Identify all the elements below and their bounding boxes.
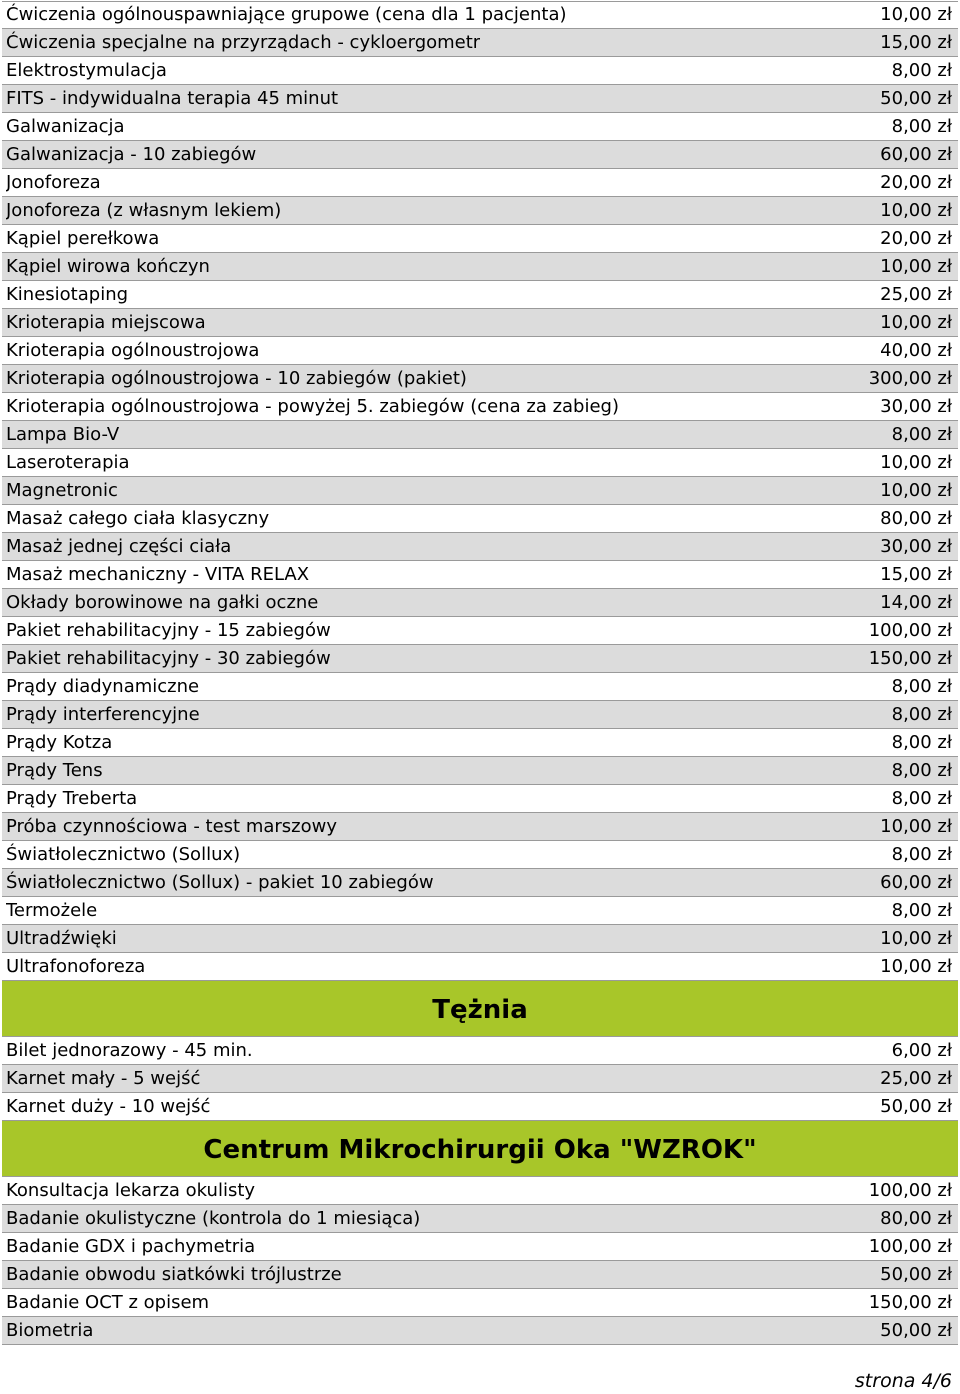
service-name: Pakiet rehabilitacyjny - 15 zabiegów (6, 619, 331, 641)
price-row (2, 897, 958, 925)
price-row (2, 169, 958, 197)
price-row (2, 477, 958, 505)
service-price: 50,00 zł (880, 1263, 952, 1285)
service-name: Galwanizacja (6, 115, 125, 137)
service-price: 100,00 zł (868, 619, 952, 641)
service-name: Prądy Kotza (6, 731, 113, 753)
service-name: Biometria (6, 1319, 94, 1341)
service-name: Magnetronic (6, 479, 118, 501)
service-name: Krioterapia ogólnoustrojowa - 10 zabiegów (pakiet) (6, 367, 467, 389)
service-price: 10,00 zł (880, 311, 952, 333)
service-price: 30,00 zł (880, 395, 952, 417)
service-price: 100,00 zł (868, 1235, 952, 1257)
service-name: Kąpiel wirowa kończyn (6, 255, 210, 277)
service-price: 8,00 zł (891, 703, 952, 725)
service-price: 8,00 zł (891, 423, 952, 445)
price-row (2, 757, 958, 785)
service-name: Elektrostymulacja (6, 59, 167, 81)
price-row (2, 645, 958, 673)
service-price: 14,00 zł (880, 591, 952, 613)
price-row (2, 141, 958, 169)
service-name: Ultrafonoforeza (6, 955, 146, 977)
service-name: Prądy interferencyjne (6, 703, 200, 725)
service-price: 80,00 zł (880, 507, 952, 529)
price-row (2, 701, 958, 729)
service-price: 50,00 zł (880, 1319, 952, 1341)
service-price: 10,00 zł (880, 955, 952, 977)
price-row (2, 589, 958, 617)
service-name: Karnet duży - 10 wejść (6, 1095, 211, 1117)
price-row (2, 253, 958, 281)
service-price: 15,00 zł (880, 563, 952, 585)
service-name: Lampa Bio-V (6, 423, 120, 445)
service-price: 25,00 zł (880, 1067, 952, 1089)
service-name: Badanie obwodu siatkówki trójlustrze (6, 1263, 342, 1285)
service-price: 10,00 zł (880, 927, 952, 949)
service-price: 10,00 zł (880, 255, 952, 277)
service-price: 25,00 zł (880, 283, 952, 305)
service-name: Badanie OCT z opisem (6, 1291, 210, 1313)
service-name: Światłolecznictwo (Sollux) - pakiet 10 zabiegów (6, 871, 434, 893)
service-name: Ultradźwięki (6, 927, 117, 949)
price-row (2, 673, 958, 701)
service-price: 60,00 zł (880, 143, 952, 165)
service-name: Karnet mały - 5 wejść (6, 1067, 201, 1089)
service-price: 10,00 zł (880, 479, 952, 501)
service-name: Prądy Tens (6, 759, 103, 781)
price-row (2, 309, 958, 337)
service-name: Masaż całego ciała klasyczny (6, 507, 270, 529)
price-row (2, 953, 958, 981)
service-name: Pakiet rehabilitacyjny - 30 zabiegów (6, 647, 331, 669)
service-price: 50,00 zł (880, 1095, 952, 1117)
price-row (2, 1205, 958, 1233)
service-name: Próba czynnościowa - test marszowy (6, 815, 338, 837)
service-price: 150,00 zł (868, 1291, 952, 1313)
service-price: 8,00 zł (891, 59, 952, 81)
service-price: 8,00 zł (891, 731, 952, 753)
service-price: 50,00 zł (880, 87, 952, 109)
service-price: 8,00 zł (891, 759, 952, 781)
service-name: Termożele (6, 899, 98, 921)
service-price: 10,00 zł (880, 199, 952, 221)
service-name: Badanie GDX i pachymetria (6, 1235, 256, 1257)
service-price: 60,00 zł (880, 871, 952, 893)
price-row (2, 225, 958, 253)
price-row (2, 533, 958, 561)
service-price: 10,00 zł (880, 451, 952, 473)
price-row (2, 57, 958, 85)
price-row (2, 1, 958, 29)
service-name: Prądy Treberta (6, 787, 138, 809)
service-name: Masaż jednej części ciała (6, 535, 232, 557)
price-row (2, 561, 958, 589)
service-name: Kąpiel perełkowa (6, 227, 160, 249)
service-name: Badanie okulistyczne (kontrola do 1 miesiąca) (6, 1207, 421, 1229)
price-row (2, 925, 958, 953)
price-row (2, 449, 958, 477)
service-price: 100,00 zł (868, 1179, 952, 1201)
service-name: Krioterapia miejscowa (6, 311, 206, 333)
price-row (2, 1177, 958, 1205)
service-price: 15,00 zł (880, 31, 952, 53)
price-row (2, 281, 958, 309)
service-price: 150,00 zł (868, 647, 952, 669)
price-row (2, 113, 958, 141)
service-price: 20,00 zł (880, 227, 952, 249)
price-row (2, 505, 958, 533)
service-price: 40,00 zł (880, 339, 952, 361)
price-row (2, 29, 958, 57)
service-name: Bilet jednorazowy - 45 min. (6, 1039, 253, 1061)
price-row (2, 85, 958, 113)
service-name: Konsultacja lekarza okulisty (6, 1179, 256, 1201)
price-row (2, 841, 958, 869)
service-name: Jonoforeza (6, 171, 101, 193)
price-row (2, 1317, 958, 1345)
service-price: 8,00 zł (891, 899, 952, 921)
price-row (2, 1065, 958, 1093)
page-number: strona 4/6 (854, 1370, 952, 1392)
service-name: FITS - indywidualna terapia 45 minut (6, 87, 339, 109)
price-row (2, 869, 958, 897)
service-name: Masaż mechaniczny - VITA RELAX (6, 563, 310, 585)
service-name: Laseroterapia (6, 451, 130, 473)
price-row (2, 1261, 958, 1289)
price-row (2, 1289, 958, 1317)
price-row (2, 1233, 958, 1261)
price-row (2, 365, 958, 393)
service-name: Okłady borowinowe na gałki oczne (6, 591, 319, 613)
service-price: 300,00 zł (868, 367, 952, 389)
service-price: 10,00 zł (880, 4, 952, 25)
service-price: 10,00 zł (880, 815, 952, 837)
price-row (2, 1037, 958, 1065)
service-name: Kinesiotaping (6, 283, 129, 305)
price-row (2, 197, 958, 225)
section-heading: Tężnia (2, 981, 958, 1037)
service-price: 80,00 zł (880, 1207, 952, 1229)
service-name: Galwanizacja - 10 zabiegów (6, 143, 257, 165)
service-price: 8,00 zł (891, 787, 952, 809)
price-row (2, 337, 958, 365)
service-name: Ćwiczenia ogólnouspawniające grupowe (cena dla 1 pacjenta) (6, 4, 567, 25)
service-price: 30,00 zł (880, 535, 952, 557)
service-name: Prądy diadynamiczne (6, 675, 200, 697)
price-row (2, 393, 958, 421)
service-price: 8,00 zł (891, 115, 952, 137)
price-row (2, 421, 958, 449)
service-name: Krioterapia ogólnoustrojowa (6, 339, 260, 361)
price-row (2, 617, 958, 645)
price-row (2, 1093, 958, 1121)
section-heading: Centrum Mikrochirurgii Oka "WZROK" (2, 1121, 958, 1177)
service-name: Ćwiczenia specjalne na przyrządach - cykloergometr (6, 31, 481, 53)
service-name: Krioterapia ogólnoustrojowa - powyżej 5. zabiegów (cena za zabieg) (6, 395, 619, 417)
service-price: 6,00 zł (891, 1039, 952, 1061)
service-name: Jonoforeza (z własnym lekiem) (6, 199, 282, 221)
service-price: 8,00 zł (891, 843, 952, 865)
service-name: Światłolecznictwo (Sollux) (6, 843, 241, 865)
price-row (2, 813, 958, 841)
price-row (2, 729, 958, 757)
service-price: 20,00 zł (880, 171, 952, 193)
service-price: 8,00 zł (891, 675, 952, 697)
price-list (2, 1, 958, 1345)
price-row (2, 785, 958, 813)
